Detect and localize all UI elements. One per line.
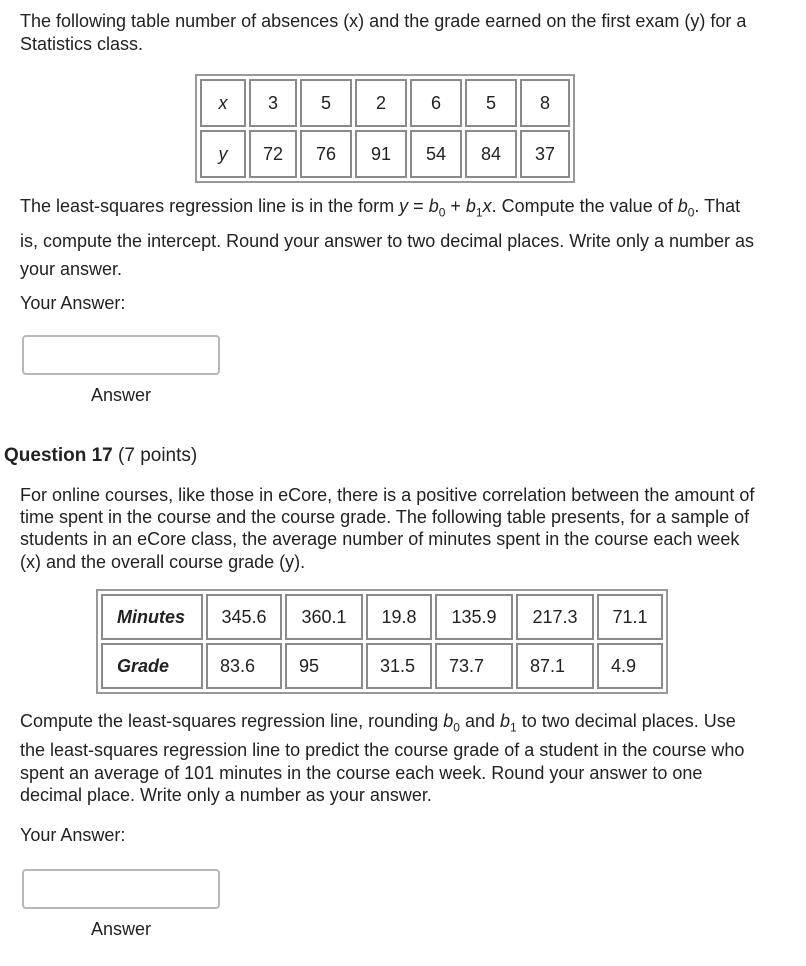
q17-grade-cell: 4.9	[597, 643, 663, 689]
q17-intro: For online courses, like those in eCore, there is a positive correlation between the amount of time spent in the course and the course grade. The following table presents, for a sample of students in an eCore class, the average number of minutes spent in the course each week (x) and the overall course grade (y).	[20, 485, 755, 572]
q17-minutes-cell: 345.6	[206, 594, 282, 640]
q17-title: Question 17	[4, 445, 113, 466]
q17-answer-input[interactable]	[22, 869, 220, 909]
q17-grade-cell: 87.1	[516, 643, 594, 689]
q17-minutes-cell: 360.1	[285, 594, 363, 640]
q16-x-cell: 2	[355, 79, 407, 127]
q16-intro: The following table number of absences (x) and the grade earned on the first exam (y) for a Statistics class.	[20, 11, 747, 54]
q16-x-cell: 3	[249, 79, 297, 127]
q17-grade-row	[101, 643, 663, 689]
q17-minutes-cell: 71.1	[597, 594, 663, 640]
q16-y-cell: 91	[355, 130, 407, 178]
q16-x-header: x	[200, 79, 246, 127]
q17-grade-cell: 95	[285, 643, 363, 689]
q16-x-cell: 8	[520, 79, 570, 127]
q16-y-cell: 54	[410, 130, 462, 178]
q16-x-cell: 5	[300, 79, 352, 127]
q17-prompt: Compute the least-squares regression line, rounding $b_0$ and $b_1$ to two decimal places. Use the least-squares regression line to predict the course grade of a student in the course who spent an average of 101 minutes in the course each week. Round your answer to one decimal place. Write only a number as your answer.	[20, 711, 745, 806]
q16-answer-input[interactable]	[22, 335, 220, 375]
q16-answer-label: Answer	[91, 385, 152, 405]
q16-prompt: The least-squares regression line is in the form $y = b_0 + b_1x$. Compute the value of $b_0$. That is, compute the intercept. Round your answer to two decimal places. Write only a number as your answer.	[20, 196, 755, 279]
q17-points: (7 points)	[118, 445, 198, 466]
q16-y-cell: 37	[520, 130, 570, 178]
q17-data-table	[96, 589, 668, 694]
q16-data-table	[195, 74, 575, 183]
q17-minutes-row	[101, 594, 663, 640]
q17-grade-cell: 73.7	[435, 643, 513, 689]
q17-minutes-cell: 19.8	[366, 594, 432, 640]
q17-grade-cell: 31.5	[366, 643, 432, 689]
q17-minutes-header: Minutes	[101, 594, 203, 640]
q17-grade-cell: 83.6	[206, 643, 282, 689]
q17-minutes-cell: 135.9	[435, 594, 513, 640]
q17-answer-label: Answer	[91, 919, 152, 939]
q16-y-cell: 84	[465, 130, 517, 178]
q16-x-row	[200, 79, 570, 127]
q16-x-cell: 6	[410, 79, 462, 127]
q16-y-cell: 72	[249, 130, 297, 178]
q17-grade-header: Grade	[101, 643, 203, 689]
q16-y-cell: 76	[300, 130, 352, 178]
q16-y-header: y	[200, 130, 246, 178]
q17-minutes-cell: 217.3	[516, 594, 594, 640]
q16-your-answer-label: Your Answer:	[20, 293, 126, 313]
q17-heading	[4, 445, 197, 467]
q16-y-row	[200, 130, 570, 178]
q17-your-answer-label: Your Answer:	[20, 825, 126, 845]
q16-x-cell: 5	[465, 79, 517, 127]
